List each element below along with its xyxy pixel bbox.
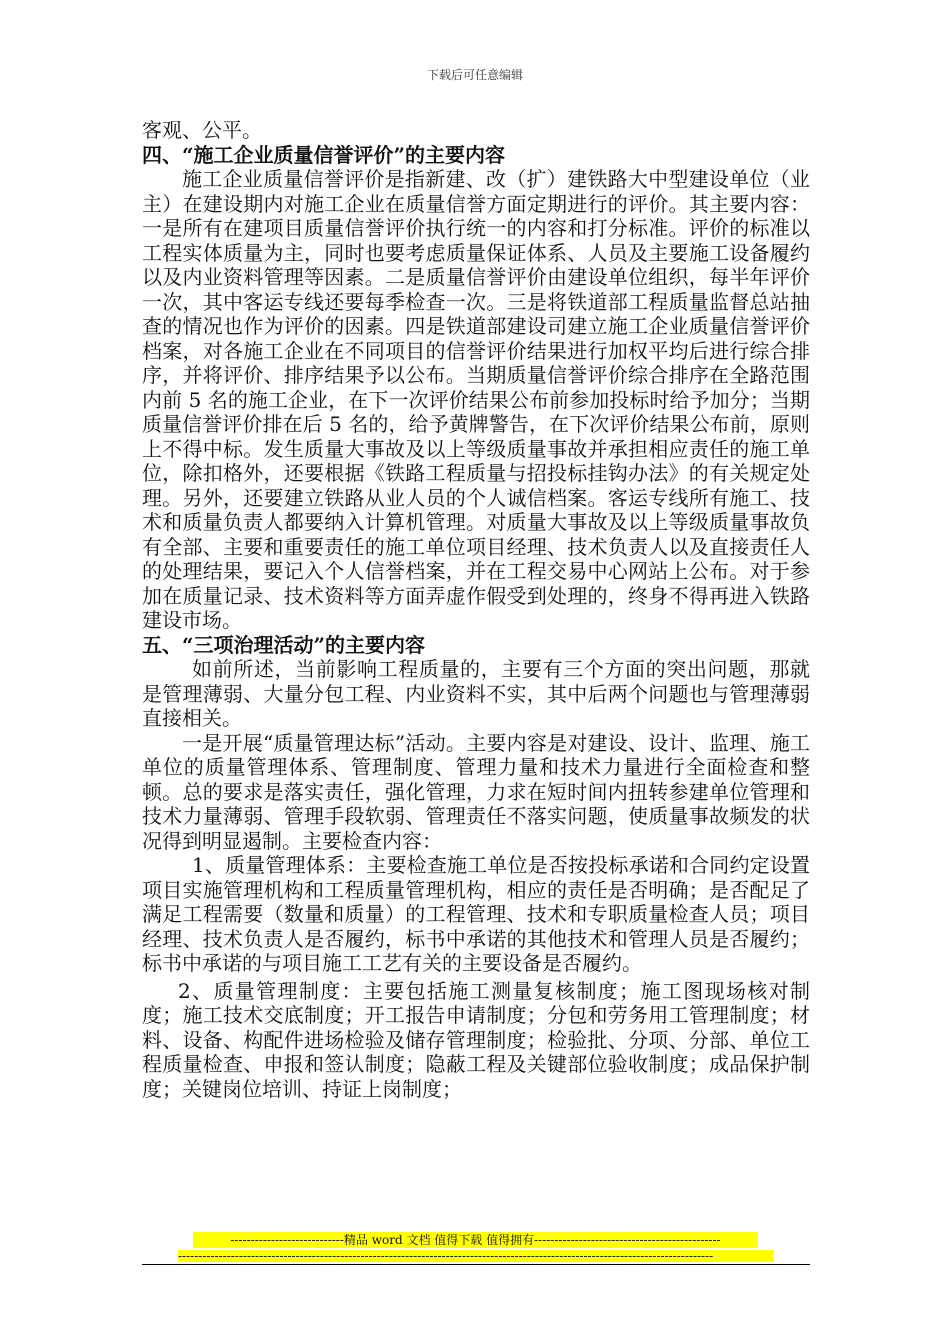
section-heading-4: 四、“施工企业质量信誉评价”的主要内容	[142, 142, 506, 167]
list-item: 1、质量管理体系：主要检查施工单位是否按投标承诺和合同约定设置项目实施管理机构和工程质量管理机构，相应的责任是否明确；是否配足了满足工程需要（数量和质量）的工程管理、技术和专职质量检查人员；项目经理、技术负责人是否履约，标书中承诺的其他技术和管理人员是否履约；标书中承诺的与项目施工工艺有关的主要设备是否履约。	[142, 853, 810, 975]
paragraph-continuation: 客观、公平。	[142, 118, 262, 142]
page-header: 下载后可任意编辑	[426, 68, 523, 82]
section-heading-5: 五、“三项治理活动”的主要内容	[142, 632, 426, 657]
footer-rule	[142, 1264, 810, 1265]
document-body	[142, 118, 810, 1101]
paragraph: 一是开展“质量管理达标”活动。主要内容是对建设、设计、监理、施工单位的质量管理体系、管理制度、管理力量和技术力量进行全面检查和整顿。总的要求是落实责任，强化管理，力求在短时间内扭转参建单位管理和技术力量薄弱、管理手段软弱、管理责任不落实问题，使质量事故频发的状况得到明显遏制。主要检查内容：	[142, 730, 810, 853]
list-item: 2、质量管理制度：主要包括施工测量复核制度；施工图现场核对制度；施工技术交底制度；开工报告申请制度；分包和劳务用工管理制度；材料、设备、构配件进场检验及储存管理制度；检验批、分项、分部、单位工程质量检查、申报和签认制度；隐蔽工程及关键部位验收制度；成品保护制度；关键岗位培训、持证上岗制度；	[142, 978, 810, 1101]
footer-banner: ----------------------------精品 word 文档 值得下载 值得拥有----------------------------------------------	[193, 1232, 758, 1248]
footer-dash-line: ------------------------------------------------------------------------------------------------------------------------------------	[178, 1250, 774, 1262]
paragraph: 施工企业质量信誉评价是指新建、改（扩）建铁路大中型建设单位（业主）在建设期内对施工企业在质量信誉方面定期进行的评价。其主要内容：一是所有在建项目质量信誉评价执行统一的内容和打分标准。评价的标准以工程实体质量为主，同时也要考虑质量保证体系、人员及主要施工设备履约以及内业资料管理等因素。二是质量信誉评价由建设单位组织，每半年评价一次，其中客运专线还要每季检查一次。三是将铁道部工程质量监督总站抽查的情况也作为评价的因素。四是铁道部建设司建立施工企业质量信誉评价档案，对各施工企业在不同项目的信誉评价结果进行加权平均后进行综合排序，并将评价、排序结果予以公布。当期质量信誉评价综合排序在全路范围内前 5 名的施工企业，在下一次评价结果公布前参加投标时给予加分；当期质量信誉评价排在后 5 名的，给予黄牌警告，在下次评价结果公布前，原则上不得中标。发生质量大事故及以上等级质量事故并承担相应责任的施工单位，除扣格外，还要根据《铁路工程质量与招投标挂钩办法》的有关规定处理。另外，还要建立铁路从业人员的个人诚信档案。客运专线所有施工、技术和质量负责人都要纳入计算机管理。对质量大事故及以上等级质量事故负有全部、主要和重要责任的施工单位项目经理、技术负责人以及直接责任人的处理结果，要记入个人信誉档案，并在工程交易中心网站上公布。对于参加在质量记录、技术资料等方面弄虚作假受到处理的，终身不得再进入铁路建设市场。	[142, 167, 810, 632]
paragraph: 如前所述，当前影响工程质量的，主要有三个方面的突出问题，那就是管理薄弱、大量分包工程、内业资料不实，其中后两个问题也与管理薄弱直接相关。	[142, 657, 810, 730]
